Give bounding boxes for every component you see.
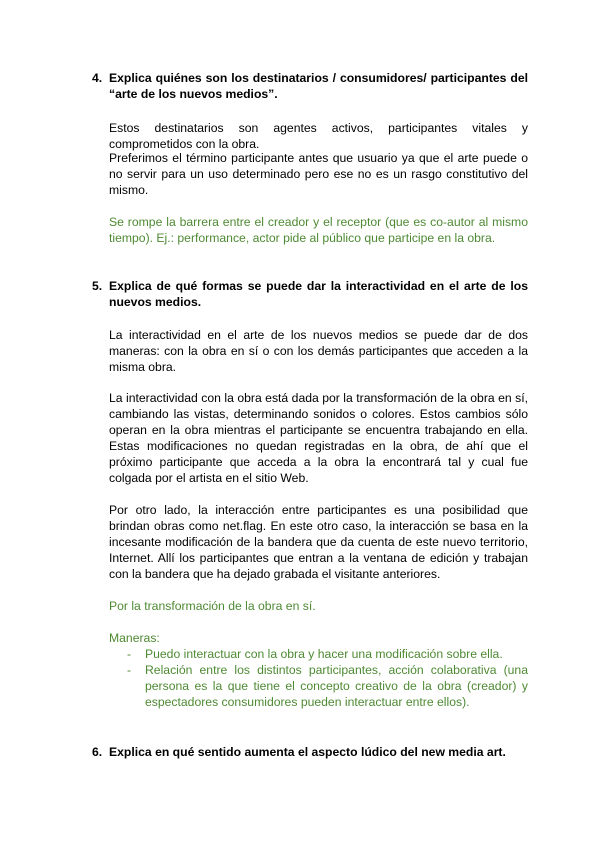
question-4-number: 4.	[92, 71, 103, 85]
list-item-text: Puedo interactuar con la obra y hacer una modificación sobre ella.	[145, 647, 503, 661]
list-item	[109, 646, 528, 662]
question-4	[92, 70, 528, 102]
list-dash: -	[127, 647, 132, 661]
question-5-paragraph-3: Por otro lado, la interacción entre participantes es una posibilidad que brindan obras como net.flag. En este otro caso, la interacción se basa en la incesante modificación de la bandera que da cuenta de este nuevo territorio, Internet. Allí los participantes que entran a la ventana de edición y trabajan con la bandera que ha dejado grabada el visitante anteriores.	[109, 503, 528, 581]
list-item-text: Relación entre los distintos participantes, acción colaborativa (una persona es la que tiene el concepto creativo de la obra (creador) y espectadores consumidores pueden interactuar entre ellos).	[145, 663, 528, 709]
question-6-number: 6.	[92, 745, 103, 759]
question-5-text: Explica de qué formas se puede dar la interactividad en el arte de los nuevos medios.	[109, 279, 528, 309]
list-item	[109, 662, 528, 710]
question-5	[92, 278, 528, 310]
list-dash: -	[127, 663, 132, 677]
question-6-text: Explica en qué sentido aumenta el aspecto lúdico del new media art.	[109, 745, 506, 759]
question-5-paragraph-1: La interactividad en el arte de los nuevos medios se puede dar de dos maneras: con la obra en sí o con los demás participantes que acceden a la misma obra.	[109, 328, 528, 374]
question-5-ways-list	[109, 646, 528, 710]
question-5-paragraph-2: La interactividad con la obra está dada por la transformación de la obra en sí, cambiando las vistas, determinando sonidos o colores. Estos cambios sólo operan en la obra mientras el participante se encuentra trabajando en ella. Estas modificaciones no quedan registradas en la obra, de ahí que el próximo participante que acceda a la obra la encontrará tal y cual fue colgada por el artista en el sitio Web.	[109, 391, 528, 485]
question-4-text: Explica quiénes son los destinatarios / consumidores/ participantes del “arte de los nuevos medios”.	[109, 71, 528, 101]
question-4-paragraph-2: Preferimos el término participante antes que usuario ya que el arte puede o no servir para un uso determinado pero ese no es un rasgo constitutivo del mismo.	[109, 151, 528, 197]
question-5-answer: Por la transformación de la obra en sí.	[109, 599, 316, 613]
question-6	[92, 744, 528, 760]
question-5-ways-label: Maneras:	[109, 631, 160, 645]
question-4-answer: Se rompe la barrera entre el creador y el receptor (que es co-autor al mismo tiempo). Ej.: performance, actor pide al público que participe en la obra.	[109, 215, 528, 245]
question-4-paragraph-1: Estos destinatarios son agentes activos, participantes vitales y comprometidos con la obra.	[109, 121, 528, 151]
question-5-number: 5.	[92, 279, 103, 293]
